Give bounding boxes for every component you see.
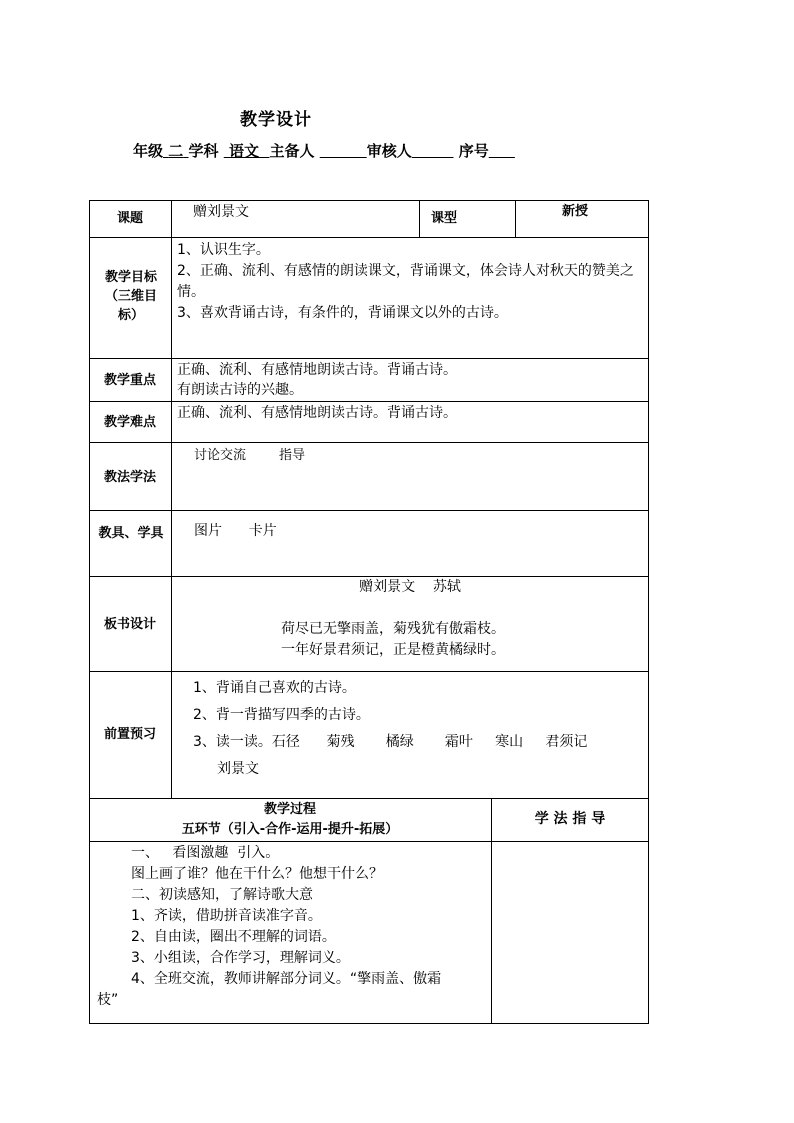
process-line: 3、小组读，合作学习，理解词义。 [131, 950, 350, 966]
tools-label: 教具、学具 [98, 526, 164, 541]
reviewer-label: 审核人 [366, 142, 412, 160]
process-subtitle: 五环节（引入-合作-运用-提升-拓展） [181, 822, 399, 837]
preview-item: 3、读一读。石径 菊残 橘绿 霜叶 寒山 君须记 [193, 734, 588, 750]
subject-label: 学科 [188, 142, 219, 160]
type-value: 新授 [561, 204, 588, 219]
grade-label: 年级 [133, 142, 164, 160]
row-divider [89, 442, 649, 443]
process-line: 枝” [97, 992, 119, 1008]
key-label: 教学重点 [103, 373, 156, 388]
goals-label: 教学目标（三维目标） [104, 270, 157, 323]
process-line: 2、自由读，圈出不理解的词语。 [131, 929, 336, 945]
key-line: 正确、流利、有感情地朗读古诗。背诵古诗。 [177, 362, 457, 378]
row-divider [89, 671, 649, 672]
preparer-label: 主备人 [269, 142, 315, 160]
subject-value: 语文 [228, 142, 259, 160]
board-line: 荷尽已无擎雨盖，菊残犹有傲霜枝。 [281, 621, 505, 637]
preview-item: 刘景文 [217, 761, 259, 777]
process-line: 4、全班交流，教师讲解部分词义。“擎雨盖、傲霜 [131, 971, 442, 987]
tools-text: 图片 卡片 [194, 523, 277, 539]
method-text: 讨论交流 指导 [194, 448, 306, 463]
difficulty-label: 教学难点 [103, 415, 156, 430]
row-divider [89, 841, 649, 842]
key-line: 有朗读古诗的兴趣。 [177, 382, 303, 398]
goal-item: 2、正确、流利、有感情的朗读课文，背诵课文，体会诗人对秋天的赞美之情。 [177, 263, 634, 300]
preview-item: 1、背诵自己喜欢的古诗。 [193, 680, 356, 696]
goal-item: 1、认识生字。 [177, 242, 270, 258]
board-title: 赠刘景文 苏轼 [359, 579, 461, 595]
col-divider [171, 200, 172, 798]
board-label: 板书设计 [103, 617, 156, 632]
goal-item: 3、喜欢背诵古诗，有条件的，背诵课文以外的古诗。 [177, 305, 508, 321]
row-divider [89, 237, 649, 238]
page-title: 教学设计 [240, 110, 312, 130]
row-divider [89, 510, 649, 511]
row-divider [89, 401, 649, 402]
col-divider [491, 798, 492, 1024]
topic-label: 课题 [116, 211, 143, 226]
process-title: 教学过程 [263, 802, 316, 817]
serial-label: 序号 [458, 142, 489, 160]
guide-label: 学 法 指 导 [534, 811, 606, 827]
preview-label: 前置预习 [103, 727, 156, 742]
method-label: 教法学法 [103, 470, 156, 485]
type-label: 课型 [430, 211, 457, 226]
process-line: 一、 看图激趣 引入。 [131, 845, 280, 861]
process-line: 二、初读感知，了解诗歌大意 [131, 887, 313, 903]
board-line: 一年好景君须记，正是橙黄橘绿时。 [281, 642, 505, 658]
process-line: 图上画了谁？他在干什么？他想干什么？ [131, 866, 383, 882]
row-divider [89, 798, 649, 799]
difficulty-text: 正确、流利、有感情地朗读古诗。背诵古诗。 [177, 405, 457, 421]
grade-value: 二 [168, 142, 184, 160]
preview-item: 2、背一背描写四季的古诗。 [193, 707, 370, 723]
process-line: 1、齐读，借助拼音读准字音。 [131, 908, 322, 924]
topic-value: 赠刘景文 [193, 204, 249, 220]
row-divider [89, 358, 649, 359]
